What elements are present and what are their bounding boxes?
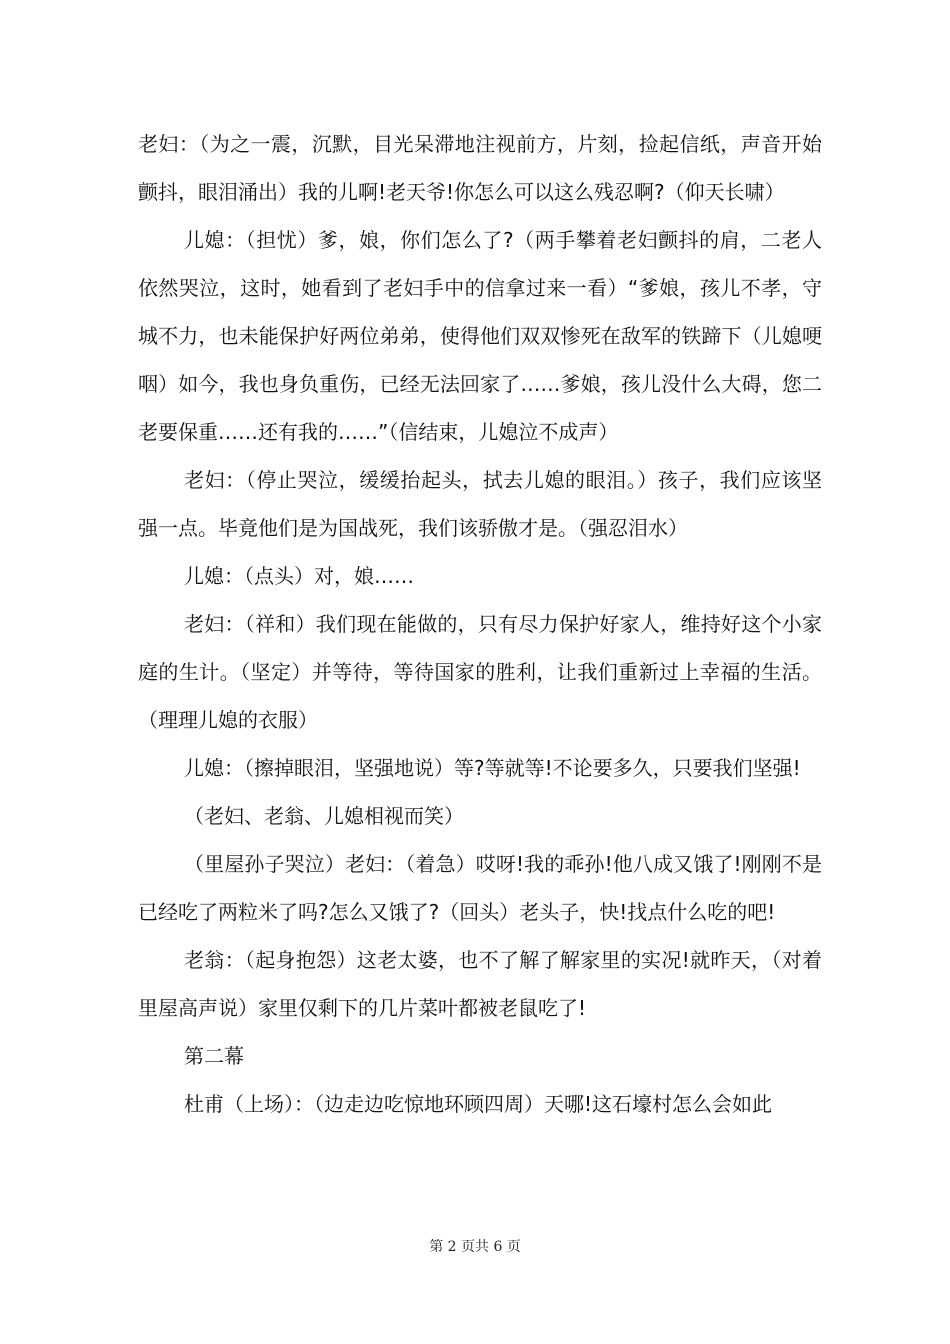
paragraph-daughter-in-law-letter: 儿媳：（担忧）爹，娘，你们怎么了?（两手攀着老妇颤抖的肩，二老人依然哭泣，这时，她看到了老妇手中的信拿过来一看）“爹娘，孩儿不孝，守城不力，也未能保护好两位弟弟，使得他们双双惨死在敌军的铁蹄下（儿媳哽咽）如今，我也身负重伤，已经无法回家了……爹娘，孩儿没什么大碍，您二老要保重……还有我的……”（信结束，儿媳泣不成声） <box>138 228 822 444</box>
page-footer: 第 2 页共 6 页 <box>429 1239 521 1255</box>
paragraph-daughter-in-law-nod: 儿媳：（点头）对，娘…… <box>184 564 414 588</box>
document-body <box>138 120 822 1128</box>
paragraph-old-woman-grief: 老妇：（为之一震，沉默，目光呆滞地注视前方，片刻，捡起信纸，声音开始颤抖，眼泪涌出）我的儿啊!老天爷!你怎么可以这么残忍啊?（仰天长啸） <box>138 132 822 204</box>
paragraph-daughter-in-law-wait: 儿媳：（擦掉眼泪，坚强地说）等?等就等!不论要多久，只要我们坚强! <box>184 756 801 780</box>
paragraph-du-fu-enters: 杜甫（上场）：（边走边吃惊地环顾四周）天哪!这石壕村怎么会如此 <box>184 1092 773 1116</box>
paragraph-old-woman-resolve: 老妇：（祥和）我们现在能做的，只有尽力保护好家人，维持好这个小家庭的生计。（坚定）并等待，等待国家的胜利，让我们重新过上幸福的生活。（理理儿媳的衣服） <box>138 612 822 732</box>
paragraph-old-woman-comfort: 老妇：（停止哭泣，缓缓抬起头，拭去儿媳的眼泪。）孩子，我们应该坚强一点。毕竟他们是为国战死，我们该骄傲才是。（强忍泪水） <box>138 468 822 540</box>
paragraph-grandson-crying: （里屋孙子哭泣）老妇：（着急）哎呀!我的乖孙!他八成又饿了!刚刚不是已经吃了两粒米了吗?怎么又饿了?（回头）老头子，快!找点什么吃的吧! <box>138 852 822 924</box>
paragraph-old-man-complaint: 老翁：（起身抱怨）这老太婆，也不了解了解家里的实况!就昨天，（对着里屋高声说）家里仅剩下的几片菜叶都被老鼠吃了! <box>138 948 822 1020</box>
paragraph-stage-direction-smile: （老妇、老翁、儿媳相视而笑） <box>184 804 464 828</box>
act-heading: 第二幕 <box>184 1044 244 1068</box>
